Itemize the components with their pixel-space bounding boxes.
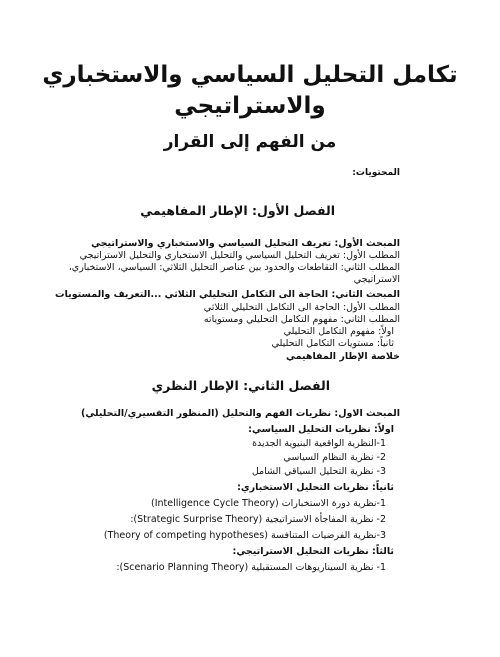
chapter-1-section-1-title: المبحث الأول: تعريف التحليل السياسي والاستخباري والاستراتيجي — [91, 238, 400, 249]
toc-item: المطلب الثاني: التقاطعات والحدود بين عناصر التحليل الثلاثي: السياسي، الاستخباري، — [68, 262, 400, 273]
toc-item: المطلب الثاني: مفهوم التكامل التحليلي ومستوياته — [203, 314, 400, 325]
toc-item: 1-نظرية دورة الاستخبارات (Intelligence Cycle Theory) — [150, 498, 386, 509]
strategic-theories-heading: ثالثاً: نظريات التحليل الاستراتيجي: — [232, 546, 394, 557]
chapter-1-section-2-title: المبحث الثاني: الحاجة الى التكامل التحليلي الثلاثي ...التعريف والمستويات — [55, 289, 400, 300]
document-subtitle: من الفهم إلى القرار — [163, 132, 337, 152]
contents-label: المحتويات: — [352, 168, 400, 178]
chapter-2-section-1-title: المبحث الاول: نظريات الفهم والتحليل (المنظور التفسيري/التحليلي) — [81, 408, 400, 419]
document-title: تكامل التحليل السياسي والاستخباري — [42, 62, 458, 88]
toc-item: 3- نظرية التحليل السياقي الشامل — [251, 466, 386, 477]
toc-item: 2- نظرية المفاجأة الاستراتيجية (Strategic Surprise Theory): — [130, 514, 386, 525]
toc-item: 1-النظرية الواقعية البنيوية الجديدة — [252, 438, 386, 449]
toc-item: الاستراتيجي — [353, 274, 400, 285]
toc-item: المطلب الأول: تعريف التحليل السياسي والتحليل الاستخباري والتحليل الاستراتيجي — [79, 250, 400, 261]
toc-item: 3-نظرية الفرضيات المتنافسة (Theory of competing hypotheses) — [103, 530, 386, 541]
toc-item: 1- نظرية السيناريوهات المستقبلية (Scenario Planning Theory): — [116, 562, 386, 573]
chapter-1-summary: خلاصة الإطار المفاهيمي — [286, 351, 400, 362]
intelligence-theories-heading: ثانياً: نظريات التحليل الاستخباري: — [237, 482, 394, 493]
political-theories-heading: اولاً: نظريات التحليل السياسي: — [248, 424, 394, 435]
document-title-continued: والاستراتيجي — [174, 93, 326, 119]
toc-item: 2- نظرية النظام السياسي — [283, 452, 386, 463]
chapter-1-title: الفصل الأول: الإطار المفاهيمي — [140, 203, 335, 218]
toc-item: اولاً: مفهوم التكامل التحليلي — [283, 326, 394, 337]
toc-item: ثانياً: مستويات التكامل التحليلي — [271, 338, 394, 349]
toc-item: المطلب الأول: الحاجة الى التكامل التحليلي الثلاثي — [203, 302, 400, 313]
chapter-2-title: الفصل الثاني: الإطار النظري — [151, 378, 330, 393]
